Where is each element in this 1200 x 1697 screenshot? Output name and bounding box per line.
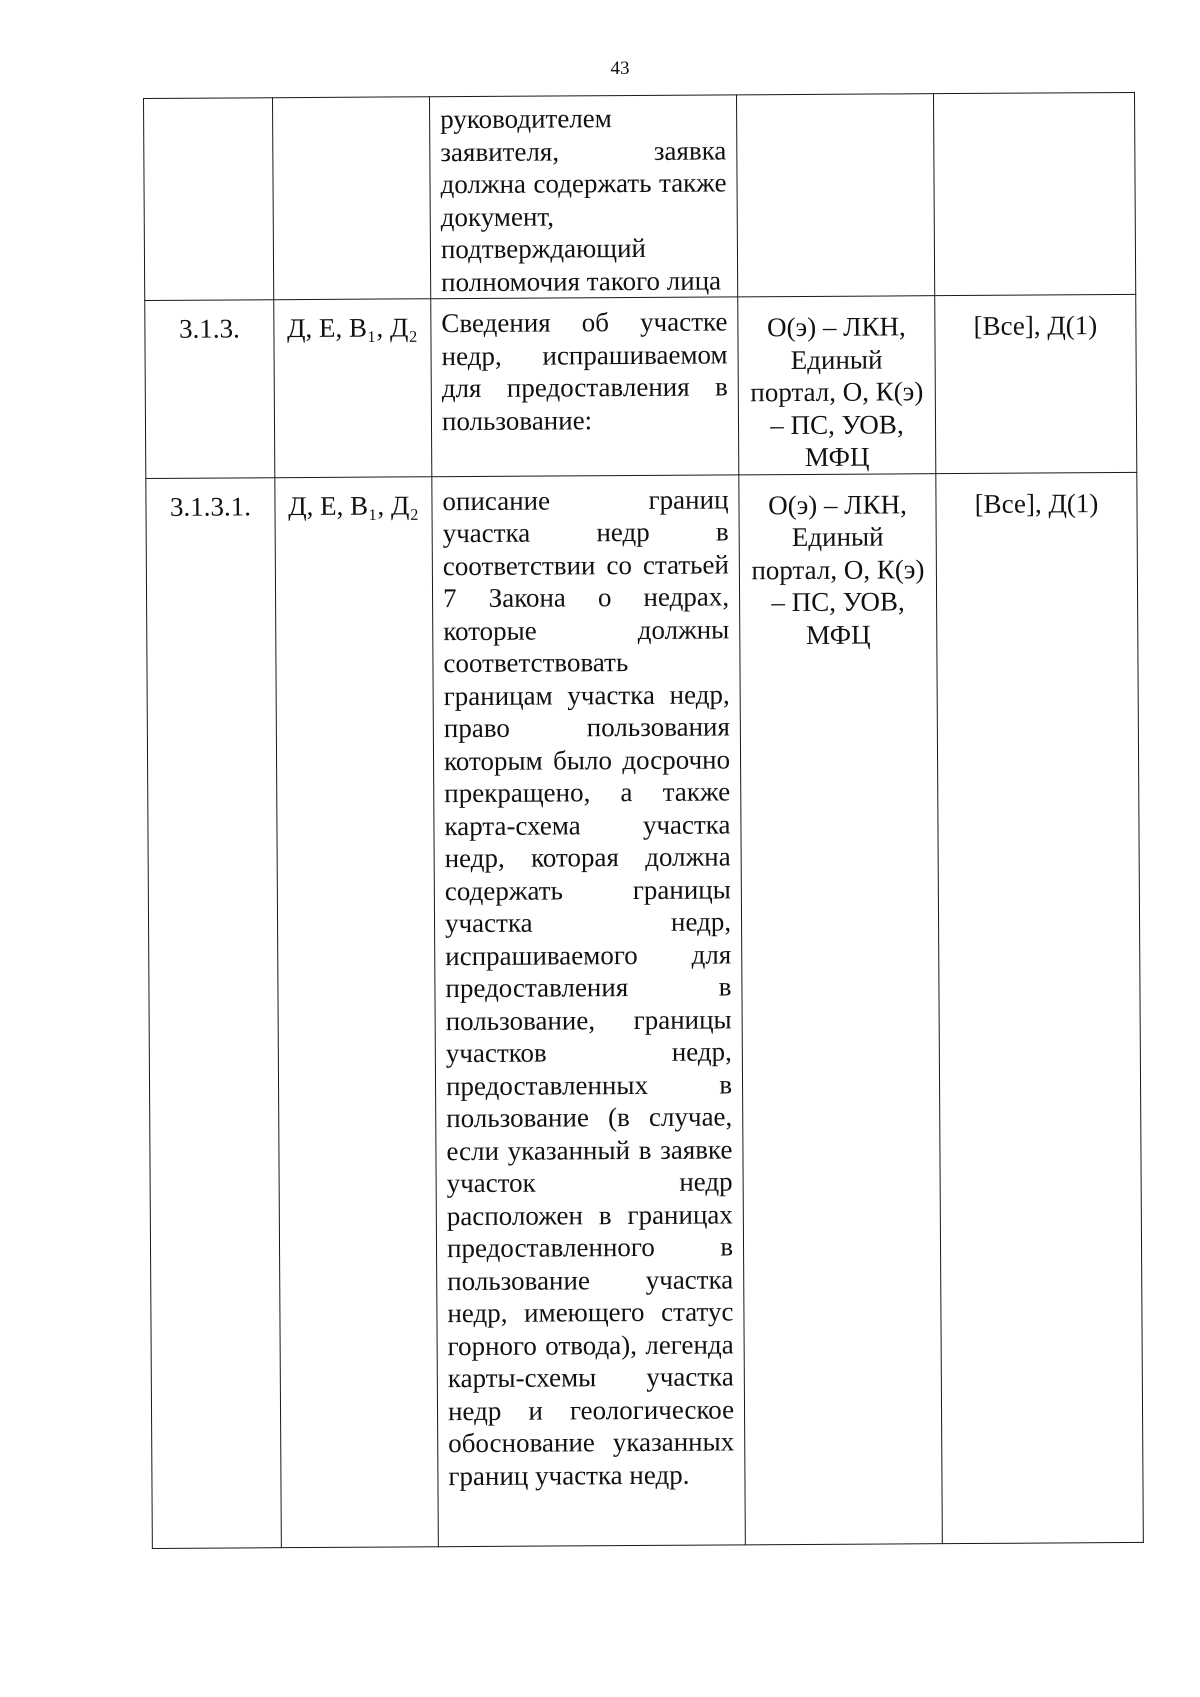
page-number: 43	[610, 58, 630, 79]
row-number	[144, 98, 272, 111]
row-place	[737, 94, 933, 109]
row-refs: [Все], Д(1)	[974, 487, 1099, 519]
row-place-cell	[738, 296, 936, 475]
table-row	[144, 92, 1136, 300]
row-place-cell	[736, 94, 934, 297]
row-refs-cell	[935, 294, 1137, 473]
table-row	[146, 472, 1144, 1548]
row-place: О(э) – ЛКН, Единый портал, О, К(э) – ПС, УОВ, МФЦ	[750, 311, 924, 472]
row-codes-cell	[273, 97, 431, 300]
row-codes: Д, Е, В₁, Д₂	[286, 312, 418, 344]
row-description: Сведения об участке недр, испрашиваемом для предоставления в пользование:	[441, 306, 728, 436]
row-codes-cell	[274, 299, 432, 477]
row-number-cell	[146, 477, 282, 1548]
row-description-cell	[429, 95, 737, 299]
row-description-cell	[432, 474, 746, 1546]
table-row	[145, 294, 1137, 478]
row-codes	[273, 97, 429, 110]
row-codes: Д, Е, В₁, Д₂	[288, 489, 419, 521]
requirements-table	[143, 92, 1144, 1549]
row-place: О(э) – ЛКН, Единый портал, О, К(э) – ПС, УОВ, МФЦ	[751, 488, 925, 650]
row-refs	[934, 93, 1134, 108]
row-codes-cell	[275, 476, 439, 1547]
row-description: описание границ участка недр в соответствии со статьей 7 Закона о недрах, которые должны соответствовать границам участка недр, право пользования которым было досрочно прекращено, а также карта-схема участка недр, которая должна содержать границы участка недр, испрашиваемого для предоставления в пользование, границы участков недр, предоставленных в пользование (в случае, если указанный в заявке участок недр расположен в границах предоставленного в пользование участка недр, имеющего статус горного отвода), легенда карты-схемы участка недр и геологическое обоснование указанных границ участка недр.	[442, 483, 735, 1491]
row-number: 3.1.3.1.	[169, 490, 252, 522]
row-refs: [Все], Д(1)	[973, 310, 1098, 341]
row-number-cell	[144, 98, 274, 301]
row-number-cell	[145, 300, 275, 478]
row-description-cell	[431, 297, 739, 476]
row-refs-cell	[936, 472, 1144, 1543]
row-description: руководителем заявителя, заявка должна содержать также документ, подтверждающий полномочия такого лица	[440, 103, 727, 297]
row-number: 3.1.3.	[178, 313, 240, 344]
row-place-cell	[739, 473, 943, 1544]
row-refs-cell	[933, 92, 1135, 295]
